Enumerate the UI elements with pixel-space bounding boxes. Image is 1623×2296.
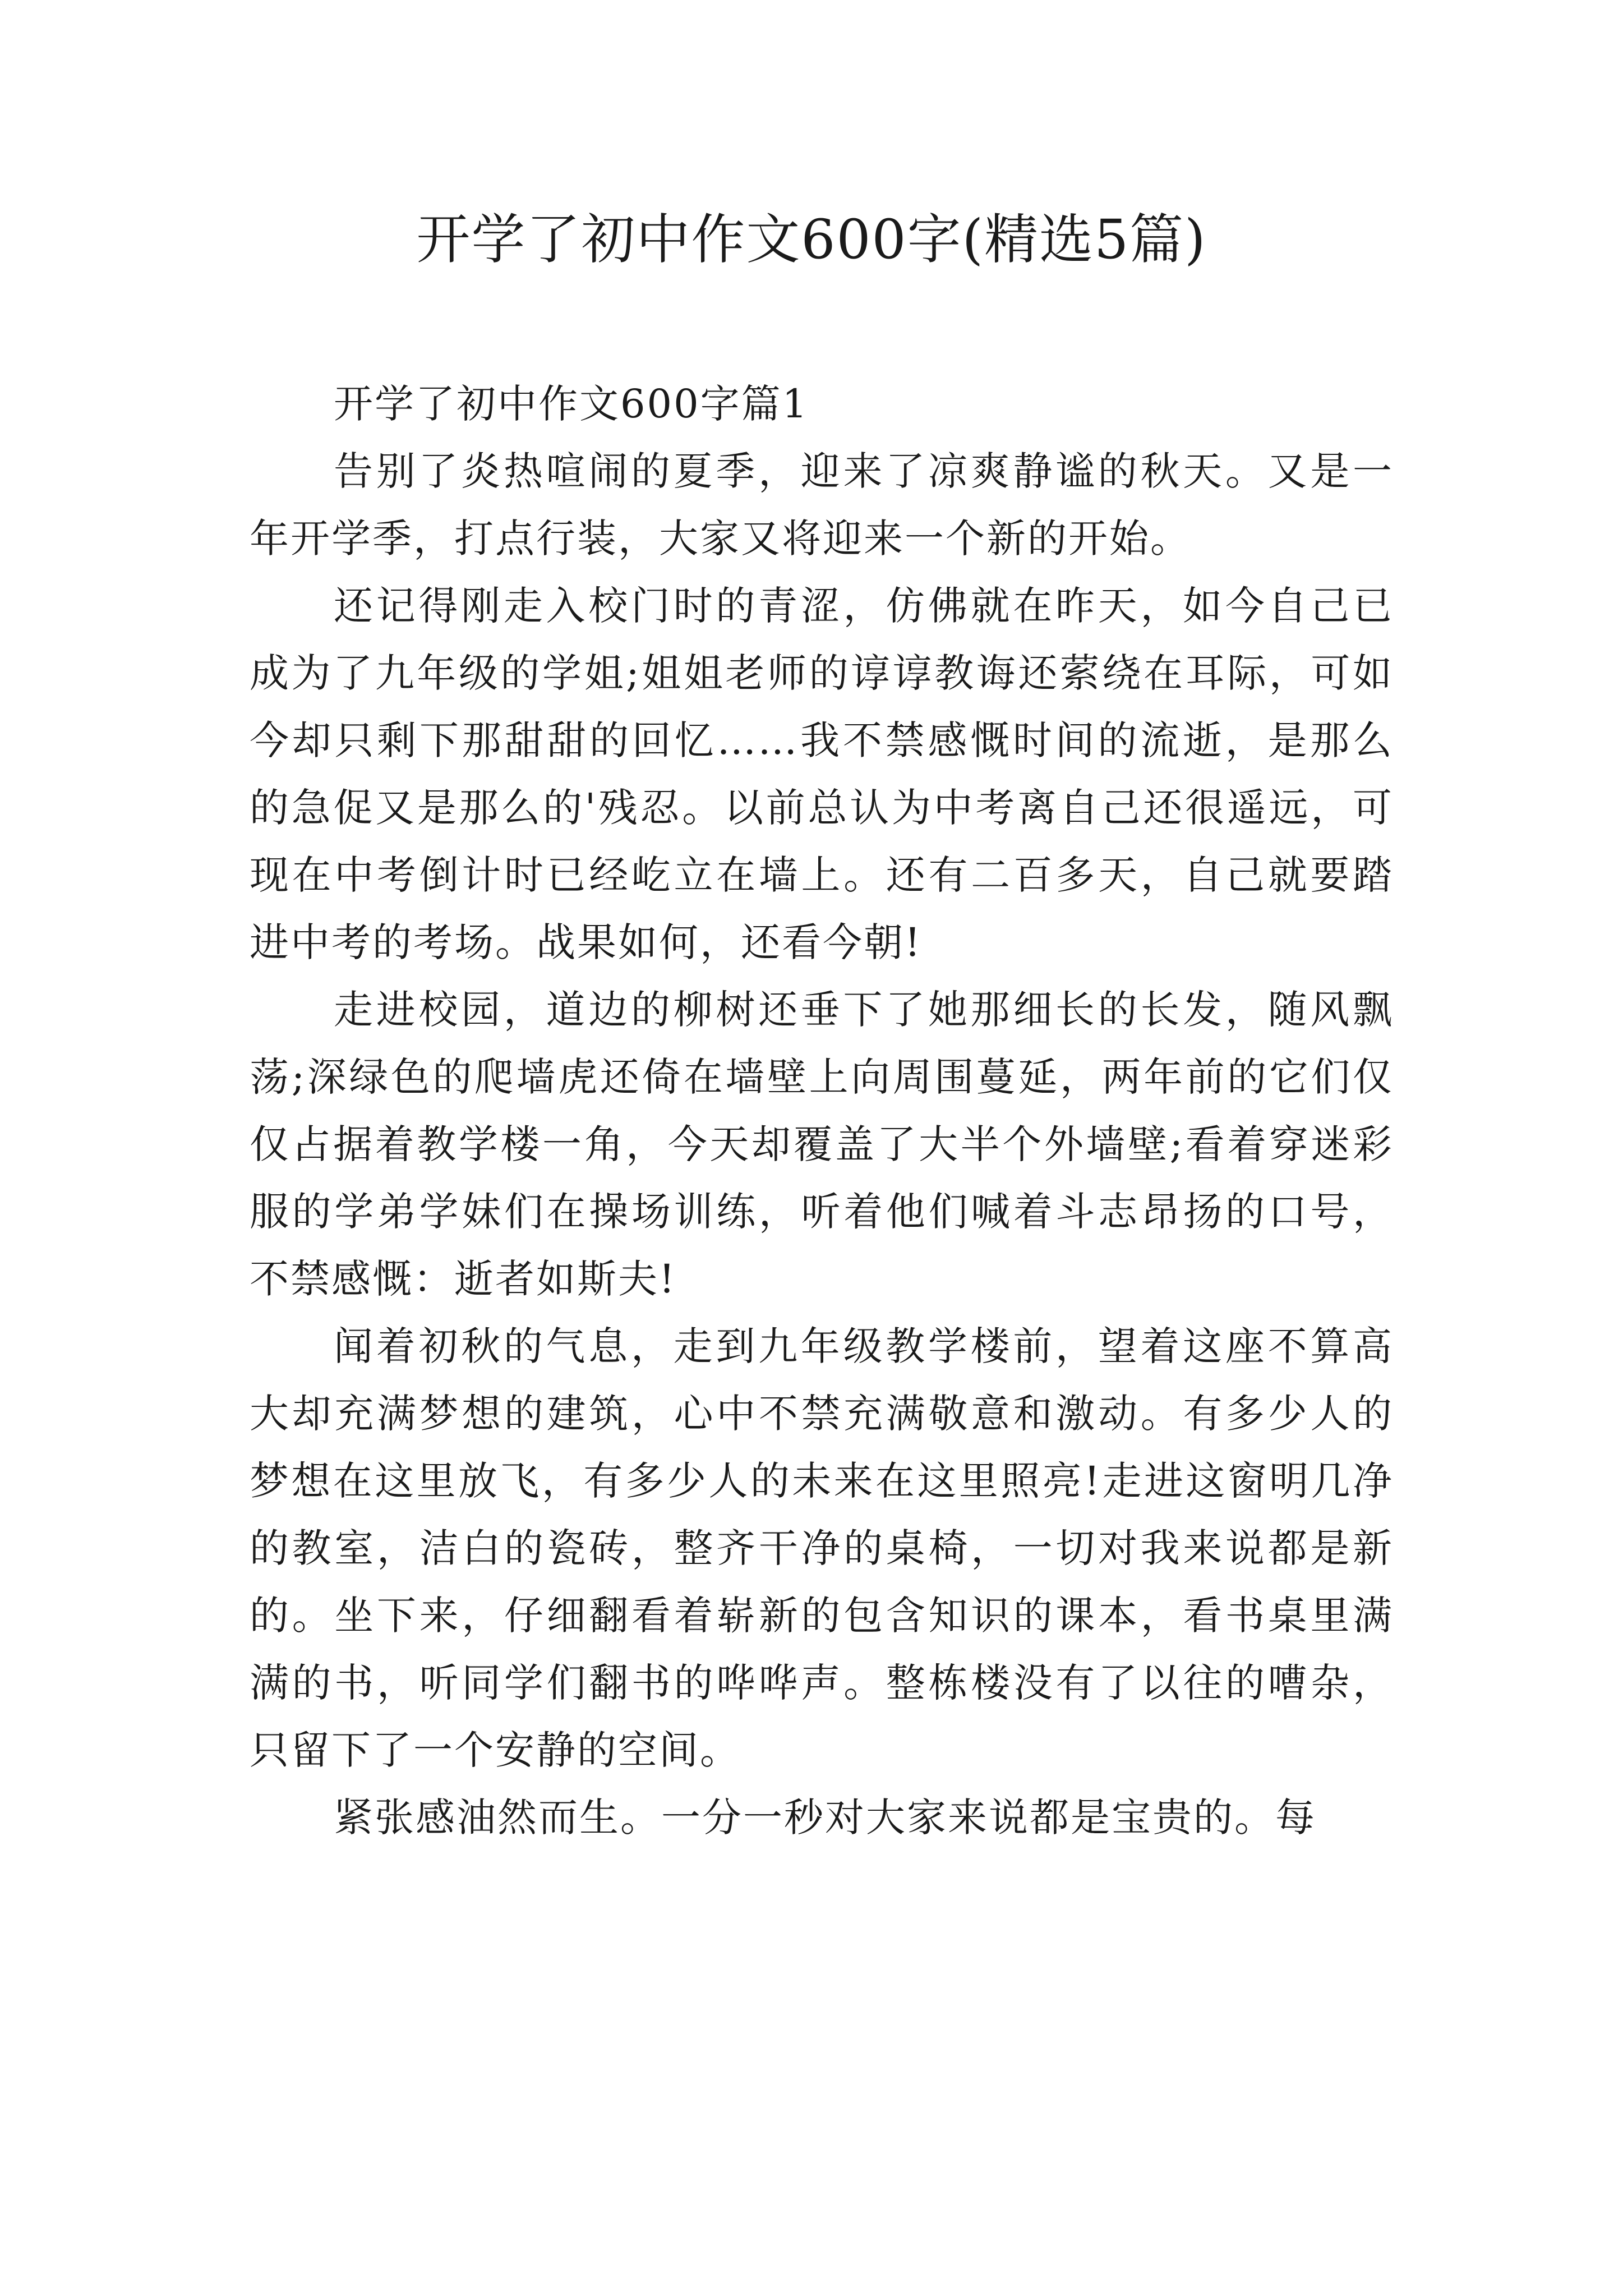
paragraph-4: 闻着初秋的气息，走到九年级教学楼前，望着这座不算高大却充满梦想的建筑，心中不禁充满敬意和激动。有多少人的梦想在这里放飞，有多少人的未来在这里照亮!走进这窗明几净的教室，洁白的瓷砖，整齐干净的桌椅，一切对我来说都是新的。坐下来，仔细翻看着崭新的包含知识的课本，看书桌里满满的书，听同学们翻书的哗哗声。整栋楼没有了以往的嘈杂，只留下了一个安静的空间。 (250, 1323, 1394, 1773)
paragraph-2: 还记得刚走入校门时的青涩，仿佛就在昨天，如今自己已成为了九年级的学姐;姐姐老师的谆谆教诲还萦绕在耳际，可如今却只剩下那甜甜的回忆……我不禁感慨时间的流逝，是那么的急促又是那么的'残忍。以前总认为中考离自己还很遥远，可现在中考倒计时已经屹立在墙上。还有二百多天，自己就要踏进中考的考场。战果如何，还看今朝! (250, 583, 1394, 965)
paragraph-5: 紧张感油然而生。一分一秒对大家来说都是宝贵的。每 (334, 1795, 1316, 1841)
document-title: 开学了初中作文600字(精选5篇) (416, 208, 1207, 271)
paragraph-3: 走进校园，道边的柳树还垂下了她那细长的长发，随风飘荡;深绿色的爬墙虎还倚在墙壁上向周围蔓延，两年前的它们仅仅占据着教学楼一角，今天却覆盖了大半个外墙壁;看着穿迷彩服的学弟学妹们在操场训练，听着他们喊着斗志昂扬的口号，不禁感慨：逝者如斯夫! (250, 987, 1394, 1302)
paragraph-1: 告别了炎热喧闹的夏季，迎来了凉爽静谧的秋天。又是一年开学季，打点行装，大家又将迎来一个新的开始。 (250, 448, 1394, 562)
section-heading: 开学了初中作文600字篇1 (334, 381, 809, 427)
document-body (250, 370, 1394, 1851)
